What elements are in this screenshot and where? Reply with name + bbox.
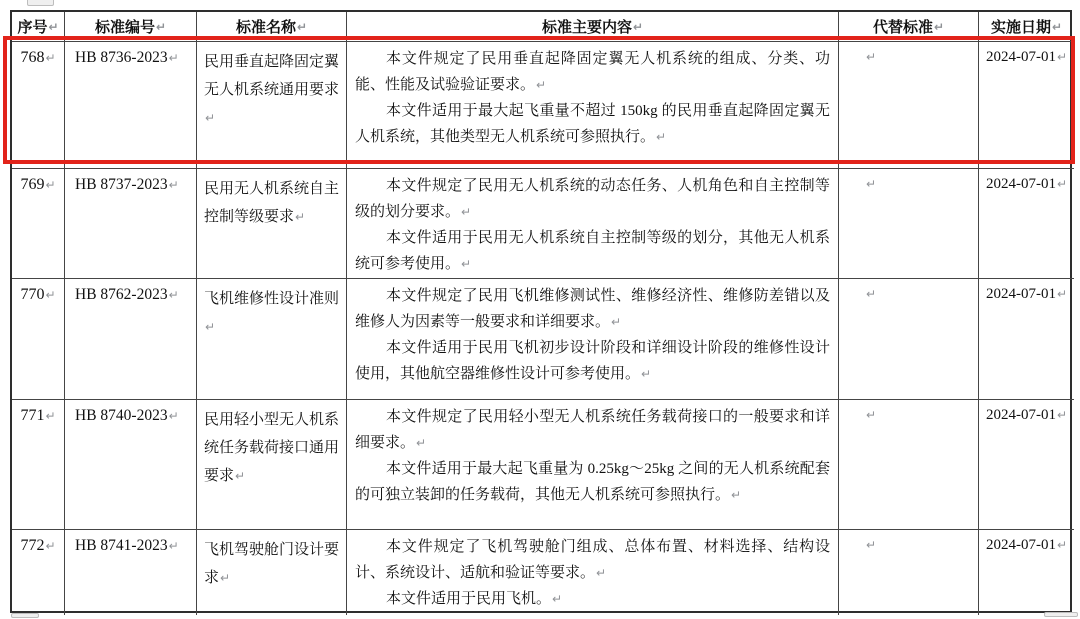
paragraph-mark-icon: ↵ bbox=[296, 19, 308, 34]
code-value: HB 8736-2023 bbox=[75, 49, 168, 66]
paragraph-mark-icon: ↵ bbox=[168, 288, 179, 302]
table-row-replaces bbox=[839, 279, 979, 400]
paragraph-mark-icon: ↵ bbox=[205, 111, 216, 125]
date-value: 2024-07-01 bbox=[985, 286, 1056, 302]
table-row-code bbox=[65, 279, 197, 400]
content-paragraph bbox=[355, 335, 830, 387]
date-value: 2024-07-01 bbox=[985, 176, 1056, 192]
table-row-date bbox=[979, 400, 1074, 530]
table-row-content bbox=[347, 169, 839, 279]
table-row-code bbox=[65, 530, 197, 615]
table-row-seq bbox=[12, 169, 65, 279]
code-value: HB 8741-2023 bbox=[75, 537, 168, 554]
content-text: 本文件适用于民用无人机系统自主控制等级的划分，其他无人机系统可参考使用。 bbox=[355, 230, 830, 272]
paragraph-mark-icon: ↵ bbox=[866, 177, 877, 191]
content-text: 本文件规定了飞机驾驶舱门组成、总体布置、材料选择、结构设计、系统设计、适航和验证等要求。 bbox=[355, 539, 830, 581]
paragraph-mark-icon: ↵ bbox=[1051, 19, 1063, 34]
paragraph-mark-icon: ↵ bbox=[731, 488, 742, 502]
content-text: 本文件规定了民用无人机系统的动态任务、人机角色和自主控制等级的划分要求。 bbox=[355, 178, 830, 220]
name-value: 民用无人机系统自主控制等级要求 bbox=[204, 181, 340, 225]
name-value: 飞机维修性设计准则 bbox=[204, 291, 340, 307]
standards-table bbox=[10, 10, 1072, 613]
code-value: HB 8740-2023 bbox=[75, 407, 168, 424]
content-text: 本文件适用于最大起飞重量不超过 150kg 的民用垂直起降固定翼无人机系统，其他类型无人机系统可参照执行。 bbox=[355, 103, 830, 145]
date-value: 2024-07-01 bbox=[985, 407, 1056, 423]
content-text: 本文件适用于最大起飞重量为 0.25kg～25kg 之间的无人机系统配套的可独立装卸的任务载荷，其他无人机系统可参照执行。 bbox=[355, 461, 830, 503]
paragraph-mark-icon: ↵ bbox=[866, 408, 877, 422]
paragraph-mark-icon: ↵ bbox=[536, 78, 547, 92]
table-row-name bbox=[197, 169, 347, 279]
content-paragraph bbox=[355, 404, 830, 456]
paragraph-mark-icon: ↵ bbox=[461, 205, 472, 219]
paragraph-mark-icon: ↵ bbox=[155, 19, 167, 34]
content-paragraph bbox=[355, 98, 830, 150]
table-row-date bbox=[979, 530, 1074, 615]
paragraph-mark-icon: ↵ bbox=[632, 19, 644, 34]
paragraph-mark-icon: ↵ bbox=[656, 130, 667, 144]
paragraph-mark-icon: ↵ bbox=[168, 178, 179, 192]
paragraph-mark-icon: ↵ bbox=[1056, 538, 1068, 552]
table-row-date bbox=[979, 169, 1074, 279]
paragraph-mark-icon: ↵ bbox=[866, 287, 877, 301]
date-value: 2024-07-01 bbox=[985, 49, 1056, 65]
seq-value: 772 bbox=[20, 537, 45, 554]
header-date-label: 实施日期 bbox=[990, 19, 1051, 36]
table-row-seq bbox=[12, 42, 65, 169]
table-row-seq bbox=[12, 279, 65, 400]
header-date bbox=[979, 12, 1074, 42]
table-row-seq bbox=[12, 530, 65, 615]
header-code-label: 标准编号 bbox=[94, 19, 155, 36]
name-value: 飞机驾驶舱门设计要求 bbox=[204, 542, 340, 586]
table-row-content bbox=[347, 279, 839, 400]
name-value: 民用轻小型无人机系统任务载荷接口通用要求 bbox=[204, 412, 340, 484]
table-row-code bbox=[65, 400, 197, 530]
table-row-name bbox=[197, 400, 347, 530]
cropped-handle-artifact-bottom-right bbox=[1044, 612, 1078, 617]
date-value: 2024-07-01 bbox=[985, 537, 1056, 553]
code-value: HB 8762-2023 bbox=[75, 286, 168, 303]
content-text: 本文件规定了民用垂直起降固定翼无人机系统的组成、分类、功能、性能及试验验证要求。 bbox=[355, 51, 830, 93]
header-name-label: 标准名称 bbox=[235, 19, 296, 36]
content-paragraph bbox=[355, 586, 830, 612]
cropped-handle-artifact-top-left bbox=[27, 0, 54, 6]
content-text: 本文件规定了民用飞机维修测试性、维修经济性、维修防差错以及维修人为因素等一般要求和详细要求。 bbox=[355, 288, 830, 330]
header-seq-label: 序号 bbox=[17, 19, 48, 36]
table-row-replaces bbox=[839, 169, 979, 279]
paragraph-mark-icon: ↵ bbox=[1056, 287, 1068, 301]
table-row-date bbox=[979, 279, 1074, 400]
content-paragraph bbox=[355, 283, 830, 335]
paragraph-mark-icon: ↵ bbox=[235, 469, 246, 483]
table-row-replaces bbox=[839, 400, 979, 530]
paragraph-mark-icon: ↵ bbox=[45, 288, 56, 302]
paragraph-mark-icon: ↵ bbox=[45, 178, 56, 192]
seq-value: 768 bbox=[20, 49, 45, 66]
table-row-code bbox=[65, 169, 197, 279]
paragraph-mark-icon: ↵ bbox=[168, 409, 179, 423]
table-row-date bbox=[979, 42, 1074, 169]
table-row-replaces bbox=[839, 42, 979, 169]
table-row-seq bbox=[12, 400, 65, 530]
table-row-name bbox=[197, 530, 347, 615]
paragraph-mark-icon: ↵ bbox=[1056, 408, 1068, 422]
paragraph-mark-icon: ↵ bbox=[866, 538, 877, 552]
header-replaces bbox=[839, 12, 979, 42]
code-value: HB 8737-2023 bbox=[75, 176, 168, 193]
paragraph-mark-icon: ↵ bbox=[611, 315, 622, 329]
content-text: 本文件适用于民用飞机。 bbox=[386, 591, 552, 607]
table-row-name bbox=[197, 279, 347, 400]
paragraph-mark-icon: ↵ bbox=[866, 50, 877, 64]
paragraph-mark-icon: ↵ bbox=[205, 320, 216, 334]
table-row-name bbox=[197, 42, 347, 169]
name-value: 民用垂直起降固定翼无人机系统通用要求 bbox=[204, 54, 340, 98]
seq-value: 770 bbox=[20, 286, 45, 303]
seq-value: 771 bbox=[20, 407, 45, 424]
paragraph-mark-icon: ↵ bbox=[461, 257, 472, 271]
seq-value: 769 bbox=[20, 176, 45, 193]
table-row-content bbox=[347, 400, 839, 530]
header-content bbox=[347, 12, 839, 42]
paragraph-mark-icon: ↵ bbox=[45, 51, 56, 65]
table-row-code bbox=[65, 42, 197, 169]
paragraph-mark-icon: ↵ bbox=[168, 51, 179, 65]
content-paragraph bbox=[355, 456, 830, 508]
header-code bbox=[65, 12, 197, 42]
paragraph-mark-icon: ↵ bbox=[552, 592, 563, 606]
content-paragraph bbox=[355, 46, 830, 98]
paragraph-mark-icon: ↵ bbox=[48, 19, 59, 34]
paragraph-mark-icon: ↵ bbox=[596, 566, 607, 580]
paragraph-mark-icon: ↵ bbox=[295, 210, 306, 224]
content-paragraph bbox=[355, 225, 830, 277]
paragraph-mark-icon: ↵ bbox=[1056, 50, 1068, 64]
paragraph-mark-icon: ↵ bbox=[45, 539, 56, 553]
paragraph-mark-icon: ↵ bbox=[220, 571, 231, 585]
content-paragraph bbox=[355, 534, 830, 586]
content-paragraph bbox=[355, 173, 830, 225]
paragraph-mark-icon: ↵ bbox=[168, 539, 179, 553]
header-name bbox=[197, 12, 347, 42]
header-seq bbox=[12, 12, 65, 42]
cropped-handle-artifact-bottom-left bbox=[11, 613, 39, 618]
content-text: 本文件适用于民用飞机初步设计阶段和详细设计阶段的维修性设计使用，其他航空器维修性设计可参考使用。 bbox=[355, 340, 830, 382]
paragraph-mark-icon: ↵ bbox=[45, 409, 56, 423]
content-text: 本文件规定了民用轻小型无人机系统任务载荷接口的一般要求和详细要求。 bbox=[355, 409, 830, 451]
paragraph-mark-icon: ↵ bbox=[1056, 177, 1068, 191]
header-replaces-label: 代替标准 bbox=[872, 19, 933, 36]
table-row-replaces bbox=[839, 530, 979, 615]
paragraph-mark-icon: ↵ bbox=[416, 436, 427, 450]
header-content-label: 标准主要内容 bbox=[541, 19, 632, 36]
paragraph-mark-icon: ↵ bbox=[933, 19, 945, 34]
table-row-content bbox=[347, 530, 839, 615]
paragraph-mark-icon: ↵ bbox=[641, 367, 652, 381]
table-row-content bbox=[347, 42, 839, 169]
